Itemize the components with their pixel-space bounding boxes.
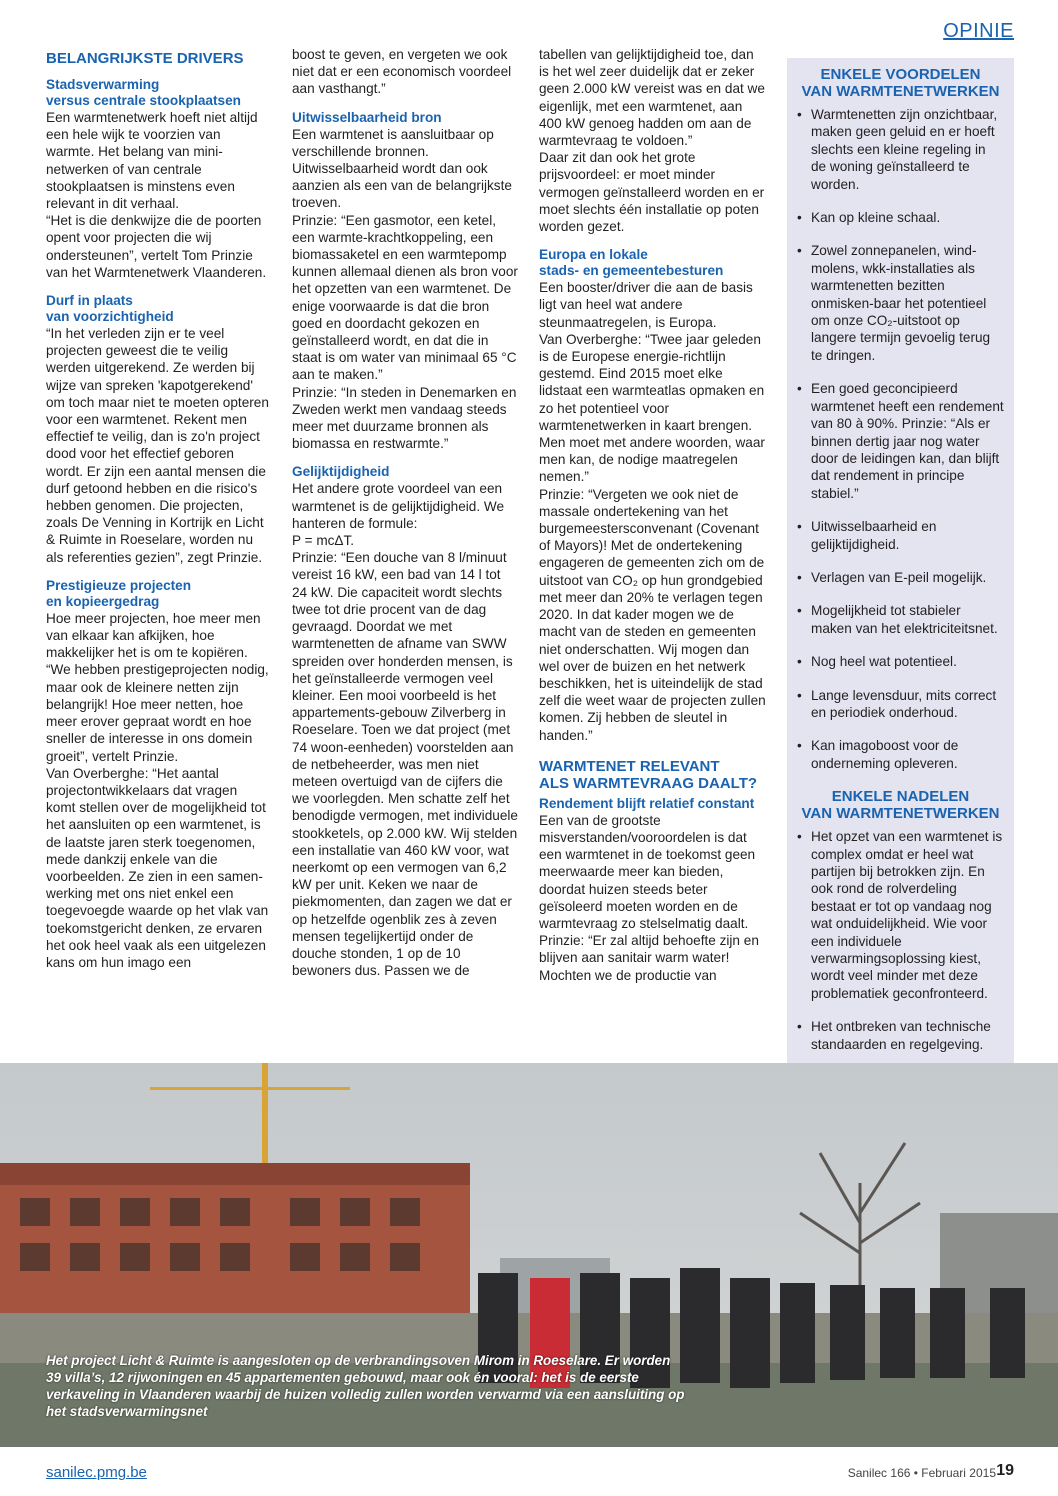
subheading-rendement: Rendement blijft relatief constant	[539, 795, 755, 811]
page-number: 19	[996, 1462, 1014, 1479]
paragraph-rendement: Een van de grootste misverstanden/vooroordelen is dat een warmtenet in de toekomst geen meerwaarde meer kan bieden, doordat huizen steeds beter geïsoleerd moeten worden en de warmtevraag zo stelselmatig daalt. Prinzie: “Er zal altijd behoefte zijn en blijven aan sanitair warm water! Mochten we de productie van	[539, 812, 759, 983]
paragraph-stadsverwarming: Een warmtenetwerk hoeft niet altijd een hele wijk te voorzien van warmte. Het belang van mini-netwerken of van centrale stookplaatsen is minstens even relevant in dit verhaal. “Het is die denkwijze die de poorten opent voor projecten die wij ondersteunen”, vertelt Tom Prinzie van het Warmtenetwerk Vlaanderen.	[46, 110, 267, 280]
cons-item: • Het opzet van een warmtenet is complex omdat er heel wat partijen bij betrokken zijn. En ook rond de rolverdeling bestaat er tot op vandaag nog wat onduidelijkheid. Wie voor een individuele verwarmingsoplossing kiest, wordt veel minder met deze problematiek geconfronteerd.	[797, 828, 1004, 1002]
pros-item: • Nog heel wat potentieel.	[797, 653, 1004, 670]
sidebar-box	[787, 58, 1014, 1100]
article-column-3	[539, 46, 767, 984]
pros-item: • Kan imagoboost voor de onderneming opleveren.	[797, 737, 1004, 772]
paragraph-durf: “In het verleden zijn er te veel projecten geweest die te veilig werden uitgerekend. Ze werden bij wijze van spreken 'kapotgerekend' om toch maar niet te moeten opteren voor een warmtenet. Rekent men effectief te veilig, dan is zo'n project dood voor het effectief geboren wordt. Er zijn een aantal mensen die durf getoond hebben en die risico's hebben genomen. Die projecten, zoals De Venning in Kortrijk en Licht & Ruimte in Roeselare, worden nu als referenties gezien”, zegt Prinzie.	[46, 326, 269, 565]
subheading-gelijktijdigheid: Gelijktijdigheid	[292, 464, 390, 480]
pros-item: • Lange levensduur, mits correct en periodiek onderhoud.	[797, 687, 1004, 722]
pros-item: • Verlagen van E-peil mogelijk.	[797, 569, 1004, 586]
pros-item: • Warmtenetten zijn onzichtbaar, maken geen geluid en er hoeft slechts een kleine regeling in de woning geïnstalleerd te worden.	[797, 106, 1004, 193]
sidebar-heading-pros: ENKELE VOORDELEN VAN WARMTENETWERKEN	[801, 66, 1000, 100]
pros-list	[797, 106, 1004, 772]
paragraph-prestige: Hoe meer projecten, hoe meer men van elkaar kan afkijken, hoe makkelijker het is om te kopiëren. “We hebben prestigeprojecten nodig, maar ook de kleinere netten zijn belangrijk! Hoe meer netten, hoe meer erover gepraat wordt en hoe sneller de interesse in ons domein groeit”, vertelt Prinzie. Van Overberghe: “Het aantal projectontwikkelaars dat vragen komt stellen over de mogelijkheid tot het aansluiten op een warmtenet, is de laatste jaren sterk toegenomen, mede dankzij enkele van die voorbeelden. Ze zien in een samen-werking met ons niet enkel een toegevoegde waarde op het vlak van toekomstgericht denken, ze ervaren het ook heel vaak als een uitgelezen kans om hun imago een	[46, 610, 269, 970]
paragraph-continued: boost te geven, en vergeten we ook niet dat er een economisch voordeel aan vasthangt.”	[292, 47, 512, 97]
subheading-prestige: Prestigieuze projecten en kopieergedrag	[46, 577, 192, 609]
subheading-uitwisselbaarheid: Uitwisselbaarheid bron	[292, 109, 442, 125]
section-heading-drivers: BELANGRIJKSTE DRIVERS	[46, 50, 244, 67]
paragraph-gelijktijdigheid: Het andere grote voordeel van een warmtenet is de gelijktijdigheid. We hanteren de formule: P = mcΔT. Prinzie: “Een douche van 8 l/minuut vereist 16 kW, een bad van 14 l tot 24 kW. Die capaciteit wordt slechts twee tot drie procent van de dag gevraagd. Doordat we met warmtenetten de afname van SWW spreiden over honderden mensen, is het geïnstalleerde vermogen veel kleiner. Een mooi voorbeeld is het appartements-gebouw Zilverberg in Roeselare. Toen we dat project (met 74 woon-eenheden) voorstelden aan de netbeheerder, was men niet meteen overtuigd van de cijfers die we voorlegden. Men schatte zelf het benodigde vermogen, met individuele stookketels, op 2.000 kW. Wij stelden een installatie van 460 kW voor, wat neerkomt op een vermogen van 6,2 kW per unit. Keken we naar de piekmomenten, dan zagen we dat er op hetzelfde ogenblik zes à zeven mensen tegelijkertijd onder de douche stonden, 1 op de 10 bewoners dus. Passen we de	[292, 481, 518, 979]
subheading-stadsverwarming: Stadsverwarming versus centrale stookplaatsen	[46, 77, 241, 108]
paragraph-uitwisselbaarheid: Een warmtenet is aansluitbaar op verschillende bronnen. Uitwisselbaarheid wordt dan ook aanzien als een van de belangrijkste troeven. Prinzie: “Een gasmotor, een ketel, een warmte-krachtkoppeling, een biomassaketel en een warmtepomp kunnen allemaal dienen als bron voor het opzetten van een warmtenet. De enige voorwaarde is dat die bron goed en doordacht gekozen en geïnstalleerd wordt, en dat die in staat is om water van minimaal 65 °C aan te maken.” Prinzie: “In steden in Denemarken en Zweden werkt men vandaag steeds meer met duurzame bronnen als biomassa en restwarmte.”	[292, 126, 518, 452]
article-column-1	[46, 50, 270, 971]
pros-item: • Uitwisselbaarheid en gelijktijdigheid.	[797, 518, 1004, 553]
pros-item: • Mogelijkheid tot stabieler maken van het elektriciteitsnet.	[797, 602, 1004, 637]
photo-caption: Het project Licht & Ruimte is aangesloten op de verbrandingsoven Mirom in Roeselare. Er worden 39 villa’s, 12 rijwoningen en 45 appartementen gebouwd, maar ook én vooral: het is de eerste verkaveling in Vlaanderen waarbij de huizen volledig zullen worden verwarmd via een aansluiting op het stadsverwarmingsnet	[46, 1353, 685, 1419]
article-column-2	[292, 46, 518, 979]
section-heading-relevant: WARMTENET RELEVANT ALS WARMTEVRAAG DAALT?	[539, 757, 758, 792]
paragraph-continued-3: tabellen van gelijktijdigheid toe, dan is het wel zeer duidelijk dat er zeker geen 2.000 kW vereist was en dat we eigenlijk, met een warmtenet, aan 400 kW genoeg hadden om aan de warmtevraag te voldoen.” Daar zit dan ook het grote prijsvoordeel: er moet minder vermogen geïnstalleerd worden en er moet slechts één installatie op poten worden gezet.	[539, 47, 765, 235]
pros-item: • Een goed geconcipieerd warmtenet heeft een rendement van 80 à 90%. Prinzie: “Als er binnen dertig jaar nog water door de leidingen kan, dan blijft dat rendement in principe stabiel.”	[797, 380, 1004, 502]
section-tag[interactable]: OPINIE	[943, 20, 1014, 42]
cons-item: • Het ontbreken van technische standaarden en regelgeving.	[797, 1018, 1004, 1053]
pros-item: • Kan op kleine schaal.	[797, 209, 1004, 226]
sidebar-heading-cons: ENKELE NADELEN VAN WARMTENETWERKEN	[801, 788, 1000, 823]
pros-item: • Zowel zonnepanelen, wind-molens, wkk-installaties als warmtenetten bezitten onmisken-baar het potentieel om onze CO₂-uitstoot op langere termijn gevoelig terug te dringen.	[797, 242, 1004, 364]
footer-website-link[interactable]: sanilec.pmg.be	[46, 1464, 147, 1481]
subheading-durf: Durf in plaats van voorzichtigheid	[46, 293, 174, 325]
footer-publication: Sanilec 166 • Februari 2015	[847, 1466, 996, 1480]
paragraph-europa: Een booster/driver die aan de basis ligt van heel wat andere steunmaatregelen, is Europa. Van Overberghe: “Twee jaar geleden is de Europese energie-richtlijn gestemd. Eind 2015 moet elke lidstaat een warmteatlas opmaken en zo het potentieel voor warmtenetwerken in kaart brengen. Men moet met andere woorden, waar men kan, de nodige maatregelen nemen.” Prinzie: “Vergeten we ook niet de massale ondertekening van het burgemeestersconvenant (Covenant of Mayors)! Met de ondertekening engageren de gemeenten zich om de uitstoot van CO₂ op hun grondgebied met meer dan 20% te verlagen tegen 2020. In dat kader mogen we de macht van de steden en gemeenten niet onderschatten. Wij mogen dan wel over de buizen en het netwerk beschikken, het is uiteindelijk de stad zelf die weet waar de projecten zullen komen. Zij hebben de sleutel in handen.”	[539, 280, 766, 743]
subheading-europa: Europa en lokale stads- en gemeentebesturen	[539, 247, 724, 279]
